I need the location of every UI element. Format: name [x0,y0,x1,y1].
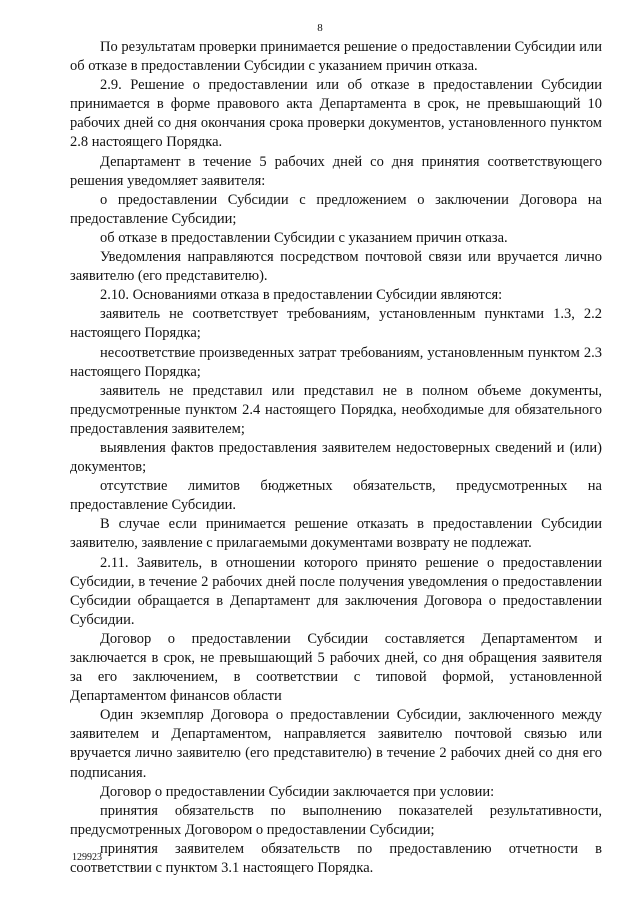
paragraph: 2.10. Основаниями отказа в предоставлении Субсидии являются: [100,287,503,304]
paragraph: В случае если принимается решение отказать в предоставлении Субсидии заявителю, заявление с прилагаемыми документами возврату не подлежат. [70,516,602,552]
paragraph: Договор о предоставлении Субсидии составляется Департаментом и заключается в срок, не превышающий 5 рабочих дней, со дня обращения заявителя за его заключением, в соответствии с типовой формой, установленной Департаментом финансов области [70,630,602,705]
paragraph: 2.11. Заявитель, в отношении которого принято решение о предоставлении Субсидии, в течение 2 рабочих дней после получения уведомления о предоставлении Субсидии обращается в Департамент для заключения Договора о предоставлении Субсидии. [70,554,602,628]
paragraph: принятия обязательств по выполнению показателей результативности, предусмотренных Договором о предоставлении Субсидии; [70,802,602,838]
paragraph: 2.9. Решение о предоставлении или об отказе в предоставлении Субсидии принимается в форме правового акта Департамента в срок, не превышающий 10 рабочих дней со дня окончания срока проверки документов, установленного пунктом 2.8 настоящего Порядка. [70,77,602,151]
paragraph: о предоставлении Субсидии с предложением о заключении Договора на предоставление Субсидии; [70,191,602,227]
paragraph: об отказе в предоставлении Субсидии с указанием причин отказа. [100,229,508,246]
paragraph: заявитель не соответствует требованиям, установленным пунктами 1.3, 2.2 настоящего Порядка; [70,306,602,342]
paragraph: несоответствие произведенных затрат требованиям, установленным пунктом 2.3 настоящего Порядка; [70,344,602,380]
paragraph: Один экземпляр Договора о предоставлении Субсидии, заключенного между заявителем и Департаментом, направляется заявителю почтовой связью или вручается лично заявителю (его представителю) в течение 2 рабочих дней со дня его подписания. [70,707,602,781]
paragraph: Департамент в течение 5 рабочих дней со дня принятия соответствующего решения уведомляет заявителя: [70,153,602,189]
footer-code: 129923 [72,852,102,863]
paragraph: заявитель не представил или представил не в полном объеме документы, предусмотренные пунктом 2.4 настоящего Порядка, необходимые для обязательного предоставления заявителем; [70,382,602,437]
paragraph: По результатам проверки принимается решение о предоставлении Субсидии или об отказе в предоставлении Субсидии с указанием причин отказа. [70,39,602,75]
page-number: 8 [317,22,323,34]
document-body [70,38,602,878]
paragraph: Договор о предоставлении Субсидии заключается при условии: [100,783,495,800]
paragraph: отсутствие лимитов бюджетных обязательств, предусмотренных на предоставление Субсидии. [70,478,602,514]
paragraph: выявления фактов предоставления заявителем недостоверных сведений и (или) документов; [70,439,602,476]
paragraph: Уведомления направляются посредством почтовой связи или вручается лично заявителю (его представителю). [70,249,602,285]
paragraph: принятия заявителем обязательств по предоставлению отчетности в соответствии с пунктом 3.1 настоящего Порядка. [70,840,602,877]
